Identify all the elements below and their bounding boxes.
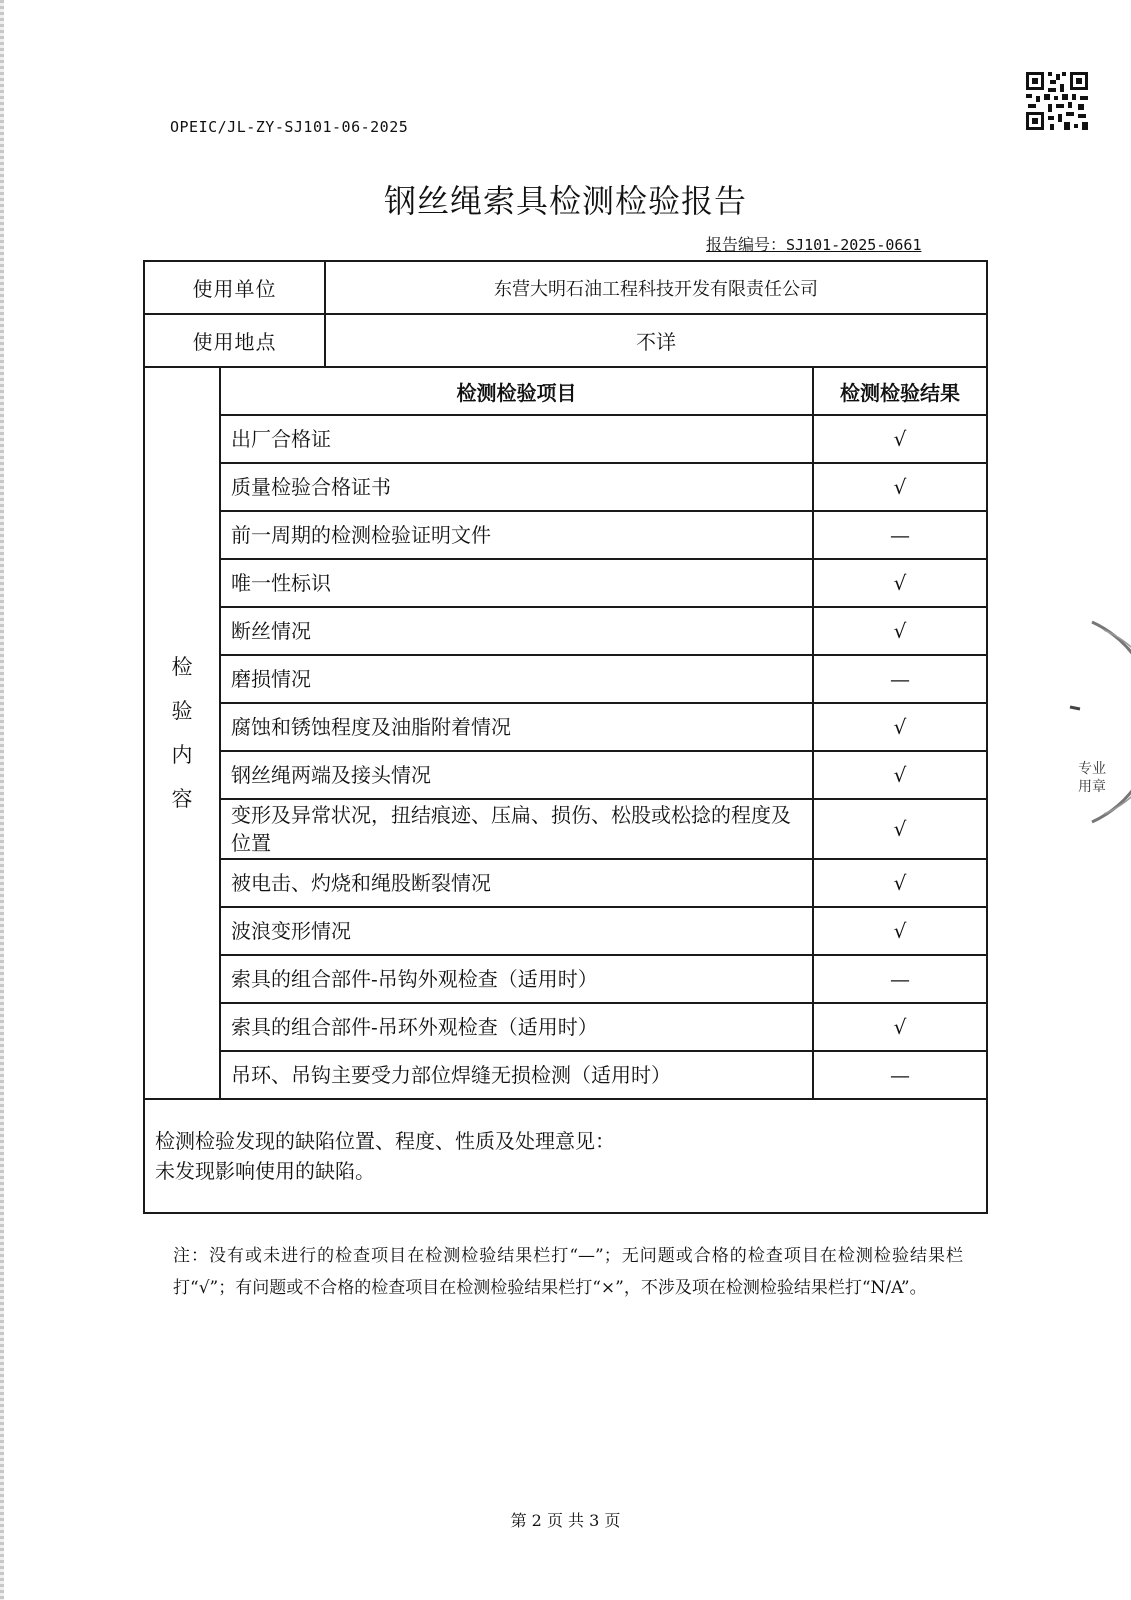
inspection-item: 腐蚀和锈蚀程度及油脂附着情况 [220, 703, 813, 751]
side-label-char: 验 [171, 699, 193, 723]
report-number-label: 报告编号： [706, 235, 787, 254]
column-header-result: 检测检验结果 [813, 367, 987, 415]
inspection-item: 磨损情况 [220, 655, 813, 703]
inspection-result: √ [813, 463, 987, 511]
column-header-item: 检测检验项目 [220, 367, 813, 415]
table-row [144, 799, 987, 859]
report-number [706, 232, 921, 255]
table-row [144, 511, 987, 559]
table-row [144, 463, 987, 511]
table-row [144, 1003, 987, 1051]
report-title: 钢丝绳索具检测检验报告 [383, 182, 747, 220]
inspection-item: 波浪变形情况 [220, 907, 813, 955]
inspection-item: 唯一性标识 [220, 559, 813, 607]
report-number-value: SJ101-2025-0661 [786, 236, 922, 254]
inspection-result: √ [813, 415, 987, 463]
inspection-result: √ [813, 907, 987, 955]
inspection-result: √ [813, 607, 987, 655]
inspection-content-label [144, 367, 220, 1099]
findings-label: 检测检验发现的缺陷位置、程度、性质及处理意见： [155, 1129, 615, 1153]
inspection-item: 断丝情况 [220, 607, 813, 655]
inspection-result: — [813, 1051, 987, 1099]
location-label: 使用地点 [144, 314, 325, 367]
inspection-item: 索具的组合部件-吊钩外观检查（适用时） [220, 955, 813, 1003]
inspection-result: — [813, 511, 987, 559]
inspection-table [143, 260, 988, 1214]
qr-code-icon [1024, 70, 1090, 132]
table-note: 注：没有或未进行的检查项目在检测检验结果栏打“—”；无问题或合格的检查项目在检测检验结果栏打“√”；有问题或不合格的检查项目在检测检验结果栏打“×”，不涉及项在检测检验结果栏打“N/A”。 [173, 1246, 963, 1298]
table-row [144, 559, 987, 607]
seal-text-line: 专业 [1078, 761, 1106, 777]
table-row [144, 907, 987, 955]
scan-edge [0, 0, 4, 1600]
table-row [144, 955, 987, 1003]
inspection-result: √ [813, 703, 987, 751]
inspection-item: 钢丝绳两端及接头情况 [220, 751, 813, 799]
inspection-result: √ [813, 1003, 987, 1051]
inspection-result: √ [813, 859, 987, 907]
page-number: 第 2 页 共 3 页 [510, 1511, 621, 1530]
inspection-result: — [813, 955, 987, 1003]
inspection-header-row [144, 367, 987, 415]
location-row [144, 314, 987, 367]
inspection-item: 吊环、吊钩主要受力部位焊缝无损检测（适用时） [220, 1051, 813, 1099]
findings-value: 未发现影响使用的缺陷。 [155, 1159, 375, 1183]
inspection-item: 被电击、灼烧和绳股断裂情况 [220, 859, 813, 907]
unit-value: 东营大明石油工程科技开发有限责任公司 [325, 261, 987, 314]
unit-label: 使用单位 [144, 261, 325, 314]
table-row [144, 703, 987, 751]
location-value: 不详 [325, 314, 987, 367]
side-label-char: 检 [171, 655, 193, 679]
seal-text-line: 用章 [1078, 779, 1106, 795]
table-row [144, 607, 987, 655]
side-label-char: 内 [171, 743, 193, 767]
official-seal-icon [1052, 612, 1131, 832]
seal-text [1078, 760, 1106, 796]
inspection-item: 出厂合格证 [220, 415, 813, 463]
findings-cell [144, 1099, 987, 1213]
unit-row [144, 261, 987, 314]
inspection-item: 变形及异常状况，扭结痕迹、压扁、损伤、松股或松捻的程度及位置 [220, 799, 813, 859]
inspection-result: √ [813, 559, 987, 607]
document-code: OPEIC/JL-ZY-SJ101-06-2025 [170, 118, 409, 136]
table-row [144, 1051, 987, 1099]
inspection-result: √ [813, 751, 987, 799]
inspection-item: 前一周期的检测检验证明文件 [220, 511, 813, 559]
table-row [144, 751, 987, 799]
side-label-char: 容 [171, 787, 193, 811]
findings-row [144, 1099, 987, 1213]
table-row [144, 655, 987, 703]
inspection-result: — [813, 655, 987, 703]
table-row [144, 415, 987, 463]
inspection-result: √ [813, 799, 987, 859]
table-row [144, 859, 987, 907]
inspection-item: 质量检验合格证书 [220, 463, 813, 511]
inspection-item: 索具的组合部件-吊环外观检查（适用时） [220, 1003, 813, 1051]
